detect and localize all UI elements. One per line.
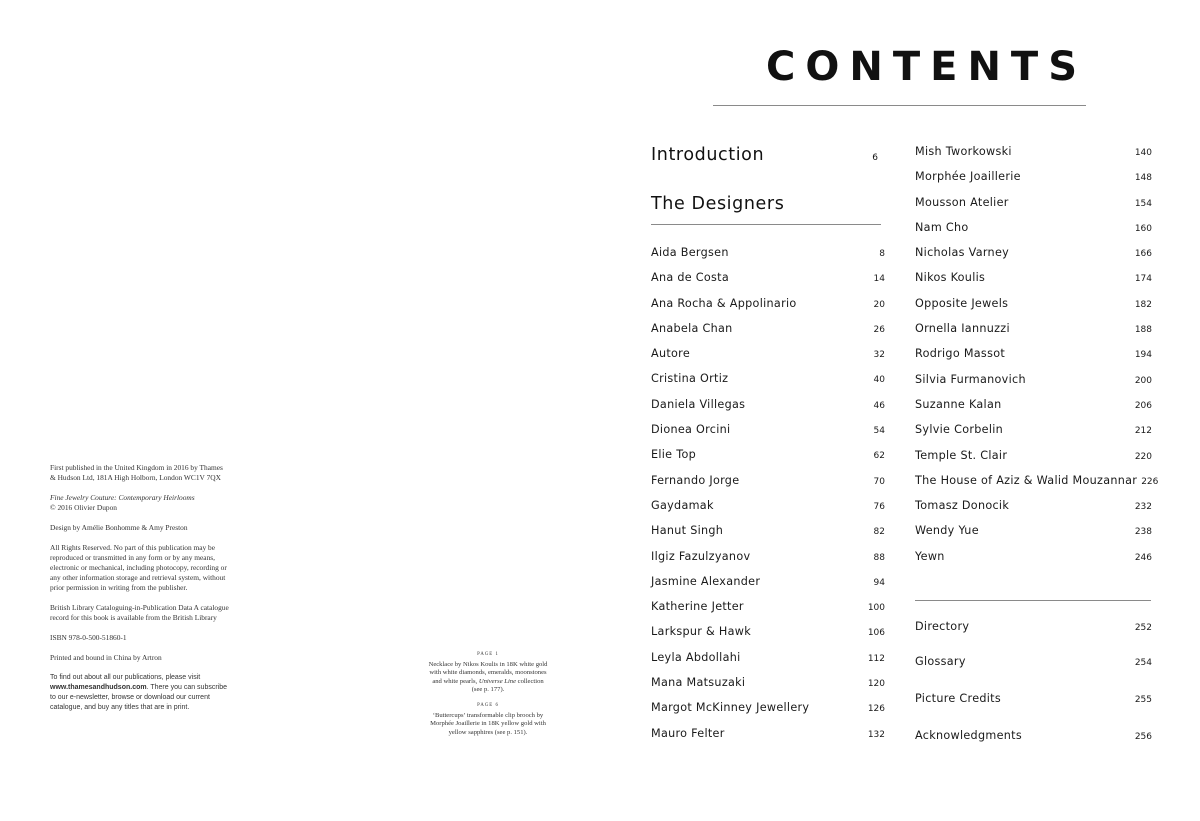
imprint-publication: First published in the United Kingdom in 2016 by Thames & Hudson Ltd, 181A High Holborn, London WC1V 7QX [50,463,223,482]
imprint-book-info [50,493,230,513]
toc-entry-name: Ana de Costa [651,271,730,285]
toc-entry-name: Rodrigo Massot [915,347,1006,361]
toc-entry[interactable] [651,575,885,600]
toc-entry-page: 194 [1134,350,1152,361]
toc-entry-page: 154 [1134,198,1152,209]
toc-entry[interactable] [651,398,885,423]
toc-entry-page: 126 [867,704,885,715]
toc-entry-name: Picture Credits [915,692,1002,705]
toc-entry-page: 220 [1134,451,1152,462]
toc-entry-name: Morphée Joaillerie [915,170,1021,184]
toc-entry-name: Wendy Yue [915,524,979,538]
title-divider [713,105,1086,106]
toc-entry-name: Tomasz Donocik [915,499,1010,513]
toc-entry[interactable] [915,271,1152,296]
toc-entry[interactable] [651,347,885,372]
toc-entry-name: Aida Bergsen [651,246,729,259]
imprint-find-out-post: . There you can subscribe to our e-newsletter, browse or download our current catalogue, and buy any titles that are in print. [50,684,228,711]
toc-entry[interactable] [915,473,1159,499]
toc-entry-name: Nikos Koulis [915,271,986,285]
toc-entry-page: 26 [873,324,885,335]
toc-entry[interactable] [651,727,885,752]
toc-entry-name: Acknowledgments [915,729,1022,742]
toc-entry-name: Jasmine Alexander [651,574,761,588]
toc-entry-page: 46 [873,400,885,411]
imprint-rights: All Rights Reserved. No part of this publication may be reproduced or transmitted in any form or by any means, electronic or mechanical, including photocopy, recording or any other information storage and retrieval system, without prior permission in writing from the publisher. [50,543,227,592]
toc-entry-name: Mousson Atelier [915,195,1009,209]
caption-text-post: collection (see p. 177). [471,677,544,694]
toc-entry-name: Mish Tworkowski [915,145,1012,158]
designers-list-right [915,145,1159,575]
toc-entry-name: Autore [651,347,691,361]
toc-entry-page: 70 [873,476,885,487]
toc-entry-name: The House of Aziz & Walid Mouzannar [915,473,1138,487]
toc-entry-page: 160 [1134,223,1152,234]
toc-entry[interactable] [651,676,885,701]
caption-text [428,661,548,695]
imprint-find-out-pre: To find out about all our publications, please visit [50,674,201,681]
toc-entry[interactable] [915,297,1152,322]
toc-entry[interactable] [651,499,885,524]
toc-entry[interactable] [915,196,1152,221]
toc-entry-name: Silvia Furmanovich [915,372,1026,386]
caption-page-label: PAGE 6 [477,702,499,708]
toc-entry-page: 226 [1141,476,1159,487]
toc-entry-page: 256 [1134,732,1152,742]
toc-entry-page: 82 [873,527,885,538]
caption-text [428,712,548,738]
toc-entry-name: Opposite Jewels [915,296,1009,310]
toc-entry-page: 76 [873,501,885,512]
toc-entry-page: 174 [1134,274,1152,285]
toc-entry-name: Ilgiz Fazulzyanov [651,549,751,563]
toc-entry[interactable] [651,423,885,448]
toc-entry-page: 212 [1134,426,1152,437]
toc-entry-name: Ana Rocha & Appolinario [651,296,797,310]
toc-entry-page: 232 [1134,502,1152,513]
toc-entry[interactable] [915,373,1152,398]
imprint-copyright: © 2016 Olivier Dupon [50,503,117,512]
toc-entry[interactable] [651,625,885,650]
toc-entry[interactable] [915,398,1152,423]
toc-entry-page: 8 [879,249,885,259]
toc-entry[interactable] [915,347,1152,372]
contents-title: CONTENTS [766,44,1088,90]
toc-entry-page: 166 [1134,249,1152,260]
toc-entry-page: 106 [867,628,885,639]
toc-entry-page: 100 [867,603,885,614]
imprint-book-title: Fine Jewelry Couture: Contemporary Heirlooms [50,493,195,502]
toc-entry-page: 148 [1134,173,1152,184]
imprint-printed: Printed and bound in China by Artron [50,653,162,662]
toc-introduction[interactable] [651,145,885,165]
back-matter-divider [915,600,1151,601]
toc-entry-page: 20 [873,299,885,310]
toc-entry-name: Katherine Jetter [651,600,744,614]
toc-entry-name: Temple St. Clair [915,448,1008,462]
designers-heading [651,194,885,214]
caption-text-pre: ‘Buttercups’ transformable clip brooch by Morphée Joaillerie in 18K yellow gold with yellow sapphires (see p. 151). [430,711,546,736]
toc-entry-name: Mauro Felter [651,726,725,740]
toc-entry[interactable] [651,600,885,625]
toc-entry[interactable] [651,372,885,397]
caption-page-label: PAGE 1 [477,652,499,657]
toc-entry[interactable] [915,524,1152,549]
toc-entry[interactable] [915,550,1152,575]
toc-entry-name: Fernando Jorge [651,473,740,487]
toc-entry-page: 32 [873,350,885,361]
toc-entry[interactable] [915,692,1152,705]
toc-entry-page: 188 [1134,325,1152,336]
toc-entry-page: 206 [1134,400,1152,411]
imprint-cataloguing: British Library Cataloguing-in-Publication Data A catalogue record for this book is available from the British Library [50,603,229,622]
toc-entry-name: Glossary [915,655,966,668]
toc-entry-name: Nam Cho [915,220,969,234]
toc-entry[interactable] [915,729,1152,742]
picture-captions [428,651,548,744]
toc-entry[interactable] [651,271,885,296]
caption-text-italic: Universe Line [478,677,517,685]
toc-entry-name: Ornella Iannuzzi [915,322,1010,336]
toc-entry-name: Margot McKinney Jewellery [651,701,810,715]
toc-entry-name: Sylvie Corbelin [915,423,1004,437]
imprint-isbn: ISBN 978-0-500-51860-1 [50,633,127,642]
toc-entry-page: 54 [873,426,885,437]
toc-entry-name: Directory [915,620,970,633]
toc-entry-page: 132 [867,729,885,740]
toc-entry[interactable] [651,474,885,499]
toc-entry-page: 94 [873,577,885,588]
toc-entry-page: 182 [1134,299,1152,310]
toc-entry-name: Cristina Ortiz [651,372,729,386]
toc-entry[interactable] [651,651,885,676]
imprint-design-credit: Design by Amélie Bonhomme & Amy Preston [50,523,188,532]
toc-entry-page: 120 [867,679,885,690]
toc-entry[interactable] [651,297,885,322]
designers-list-left [651,246,885,752]
toc-entry[interactable] [915,655,1152,668]
imprint-find-out [50,673,230,713]
toc-entry[interactable] [915,170,1152,195]
publisher-website-link[interactable]: www.thamesandhudson.com [50,684,147,691]
toc-introduction-label: Introduction [651,145,765,165]
caption-text-pre: Necklace by Nikos Koulis in 18K white gold with white diamonds, emeralds, moonstones and white pearls, [428,660,548,685]
toc-entry[interactable] [915,322,1152,347]
toc-entry-page: 238 [1134,527,1152,538]
toc-entry-name: Daniela Villegas [651,397,746,411]
toc-entry-page: 62 [873,451,885,462]
toc-entry-name: Elie Top [651,448,697,462]
toc-entry-name: Suzanne Kalan [915,397,1002,411]
toc-entry-name: Leyla Abdollahi [651,650,741,664]
toc-entry-name: Yewn [915,549,945,563]
toc-entry-page: 14 [873,274,885,285]
designers-divider [651,224,881,225]
toc-entry[interactable] [915,221,1152,246]
toc-entry[interactable] [915,449,1152,474]
toc-entry-name: Mana Matsuzaki [651,676,746,690]
toc-entry[interactable] [915,620,1152,633]
toc-entry-page: 246 [1134,552,1152,563]
toc-entry-name: Gaydamak [651,498,714,512]
imprint-block [50,463,230,723]
toc-entry[interactable] [651,448,885,473]
toc-entry-page: 140 [1134,148,1152,158]
toc-entry-name: Nicholas Varney [915,246,1010,260]
toc-entry-page: 88 [873,552,885,563]
toc-entry-name: Dionea Orcini [651,423,731,437]
toc-entry[interactable] [651,550,885,575]
toc-entry-page: 254 [1134,658,1152,668]
toc-entry-page: 112 [867,653,885,664]
toc-entry-name: Hanut Singh [651,524,724,538]
toc-entry[interactable] [915,499,1152,524]
toc-entry-name: Anabela Chan [651,321,733,335]
toc-entry[interactable] [651,322,885,347]
toc-entry-name: Larkspur & Hawk [651,625,752,639]
toc-entry-page: 252 [1134,623,1152,633]
toc-entry[interactable] [651,701,885,726]
toc-entry-page: 40 [873,375,885,386]
designers-heading-label: The Designers [651,194,785,214]
toc-entry[interactable] [651,246,885,271]
toc-introduction-page: 6 [872,153,878,163]
toc-entry[interactable] [915,145,1152,170]
toc-entry-page: 200 [1134,375,1152,386]
toc-entry[interactable] [915,423,1152,448]
toc-entry[interactable] [915,246,1152,271]
toc-entry-page: 255 [1134,695,1152,705]
toc-entry[interactable] [651,524,885,549]
